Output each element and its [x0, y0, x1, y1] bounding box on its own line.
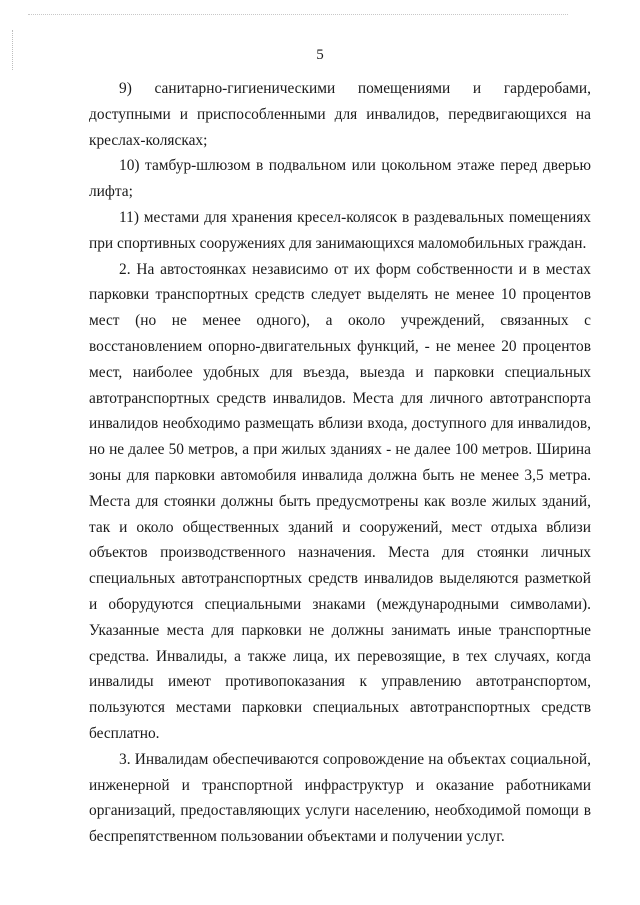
- paragraph-item-9: 9) санитарно-гигиеническими помещениями и гардеробами, доступными и приспособленными для инвалидов, передвигающихся на креслах-колясках;: [89, 80, 591, 149]
- page-number: 5: [316, 47, 324, 63]
- paragraph-item-10: 10) тамбур-шлюзом в подвальном или цокольном этаже перед дверью лифта;: [89, 157, 591, 201]
- document-body: [89, 76, 591, 850]
- paragraph-section-3: 3. Инвалидам обеспечиваются сопровождение на объектах социальной, инженерной и транспортной инфраструктур и оказание работниками организаций, предоставляющих услуги населению, необходимой помощи в беспрепятственном пользовании объектами и получении услуг.: [89, 750, 591, 846]
- scan-artifact-top-line: [28, 14, 568, 15]
- paragraph-section-2: 2. На автостоянках независимо от их форм собственности и в местах парковки транспортных средств следует выделять не менее 10 процентов мест (но не менее одного), а около учреждений, связанных с восстановлением опорно-двигательных функций, - не менее 20 процентов мест, наиболее удобных для въезда, выезда и парковки специальных автотранспортных средств инвалидов. Места для личного автотранспорта инвалидов необходимо размещать вблизи входа, доступного для инвалидов, но не далее 50 метров, а при жилых зданиях - не далее 100 метров. Ширина зоны для парковки автомобиля инвалида должна быть не менее 3,5 метра. Места для стоянки должны быть предусмотрены как возле жилых зданий, так и около общественных зданий и сооружений, мест отдыха вблизи объектов производственного назначения. Места для стоянки личных специальных автотранспортных средств инвалидов выделяются разметкой и оборудуются специальными знаками (международными символами). Указанные места для парковки не должны занимать иные транспортные средства. Инвалиды, а также лица, их перевозящие, в тех случаях, когда инвалиды имеют противопоказания к управлению автотранспортом, пользуются местами парковки специальных автотранспортных средств бесплатно.: [89, 260, 591, 742]
- paragraph-item-11: 11) местами для хранения кресел-колясок в раздевальных помещениях при спортивных сооружениях для занимающихся маломобильных граждан.: [89, 208, 591, 252]
